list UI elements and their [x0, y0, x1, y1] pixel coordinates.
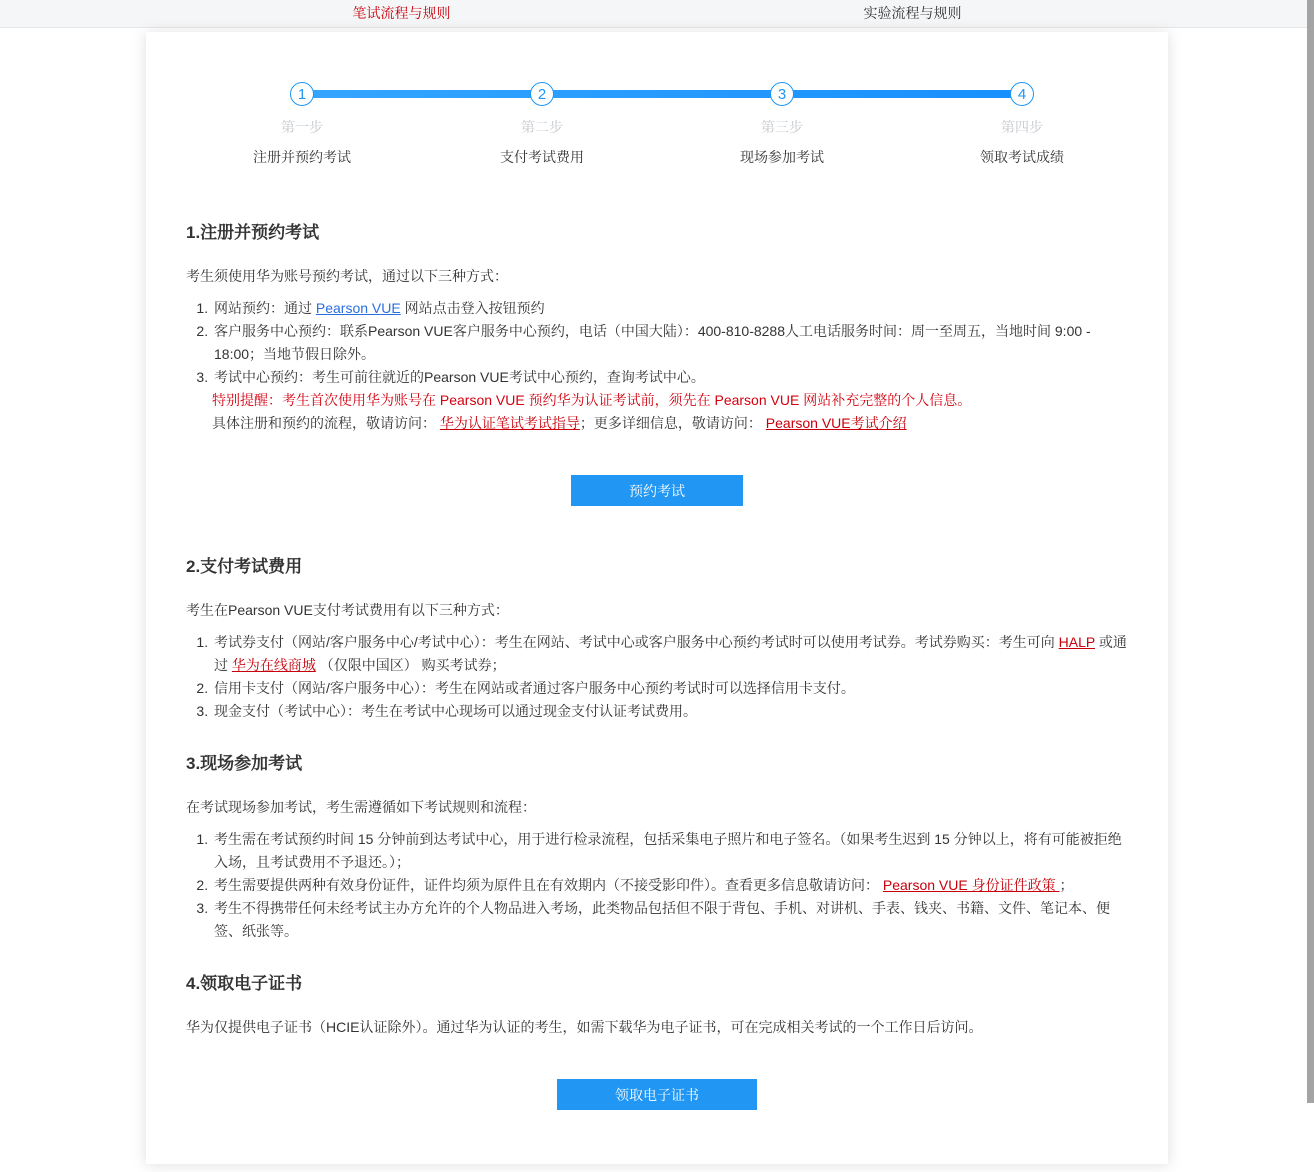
section-attend-exam-onsite	[146, 749, 1168, 943]
list-item: 3. 现金支付（考试中心）：考生在考试中心现场可以通过现金支付认证考试费用。	[212, 700, 1128, 723]
list-item: 2. 考生需要提供两种有效身份证件，证件均须为原件且在有效期内（不接受影印件）。查看更多信息敬请访问： Pearson VUE 身份证件政策 ；	[212, 874, 1128, 897]
exam-process-stepper	[146, 32, 1168, 172]
list-item: 1. 考试券支付（网站/客户服务中心/考试中心）：考生在网站、考试中心或客户服务中心预约考试时可以使用考试券。考试券购买：考生可向 HALP 或通过 华为在线商城 （仅限中国区） 购买考试券；	[212, 631, 1128, 677]
section-1-title: 1.注册并预约考试	[186, 218, 1128, 243]
stepper-row	[182, 82, 1142, 167]
section-register-and-book	[146, 218, 1168, 506]
step-4-title: 领取考试成绩	[980, 147, 1064, 167]
step-3-circle: 3	[770, 82, 794, 106]
step-4-circle: 4	[1010, 82, 1034, 106]
content-card	[146, 32, 1168, 1164]
list-item: 2. 信用卡支付（网站/客户服务中心）：考生在网站或者通过客户服务中心预约考试时可以选择信用卡支付。	[212, 677, 1128, 700]
top-tab-bar	[0, 0, 1314, 28]
section-3-list	[186, 828, 1128, 943]
pearson-vue-intro-link[interactable]: Pearson VUE考试介绍	[766, 415, 907, 431]
section-3-intro: 在考试现场参加考试，考生需遵循如下考试规则和流程：	[186, 796, 1128, 819]
section-4-intro: 华为仅提供电子证书（HCIE认证除外）。通过华为认证的考生，如需下载华为电子证书，可在完成相关考试的一个工作日后访问。	[186, 1016, 1128, 1039]
scrollbar[interactable]	[1307, 0, 1314, 1103]
section-2-list	[186, 631, 1128, 723]
step-3-title: 现场参加考试	[740, 147, 824, 167]
section-pay-exam-fee	[146, 552, 1168, 723]
book-exam-button[interactable]: 预约考试	[571, 475, 743, 506]
step-1-title: 注册并预约考试	[253, 147, 351, 167]
section-2-title: 2.支付考试费用	[186, 552, 1128, 577]
list-item: 1. 考生需在考试预约时间 15 分钟前到达考试中心，用于进行检录流程，包括采集电子照片和电子签名。（如果考生迟到 15 分钟以上，将有可能被拒绝入场，且考试费用不予退还。）；	[212, 828, 1128, 874]
step-4	[902, 82, 1142, 167]
section-1-intro: 考生须使用华为账号预约考试，通过以下三种方式：	[186, 265, 1128, 288]
tab-written-exam-rules[interactable]: 笔试流程与规则	[146, 0, 657, 27]
step-2	[422, 82, 662, 167]
get-certificate-button[interactable]: 领取电子证书	[557, 1079, 757, 1110]
list-item: 3. 考试中心预约：考生可前往就近的Pearson VUE考试中心预约，查询考试中心。	[212, 366, 1128, 389]
section-3-title: 3.现场参加考试	[186, 749, 1128, 774]
section-2-intro: 考生在Pearson VUE支付考试费用有以下三种方式：	[186, 599, 1128, 622]
step-2-title: 支付考试费用	[500, 147, 584, 167]
step-1-label: 第一步	[281, 117, 323, 137]
section-4-title: 4.领取电子证书	[186, 969, 1128, 994]
halp-link[interactable]: HALP	[1059, 634, 1095, 650]
huawei-online-store-link[interactable]: 华为在线商城	[232, 657, 316, 673]
list-item: 2. 客户服务中心预约：联系Pearson VUE客户服务中心预约，电话（中国大陆）：400-810-8288人工电话服务时间：周一至周五，当地时间 9:00 - 18:00；当地节假日除外。	[212, 320, 1128, 366]
list-item: 1. 网站预约：通过 Pearson VUE 网站点击登入按钮预约	[212, 297, 1128, 320]
step-1	[182, 82, 422, 167]
step-1-circle: 1	[290, 82, 314, 106]
written-exam-guide-link[interactable]: 华为认证笔试考试指导	[440, 415, 580, 431]
list-item: 3. 考生不得携带任何未经考试主办方允许的个人物品进入考场，此类物品包括但不限于背包、手机、对讲机、手表、钱夹、书籍、文件、笔记本、便签、纸张等。	[212, 897, 1128, 943]
section-1-list	[186, 297, 1128, 389]
section-get-e-certificate	[146, 969, 1168, 1110]
pearson-vue-link[interactable]: Pearson VUE	[316, 300, 401, 316]
step-3	[662, 82, 902, 167]
step-4-label: 第四步	[1001, 117, 1043, 137]
tab-lab-exam-rules[interactable]: 实验流程与规则	[657, 0, 1168, 27]
step-3-label: 第三步	[761, 117, 803, 137]
id-policy-link[interactable]: Pearson VUE 身份证件政策	[883, 877, 1060, 893]
register-guide-links-line: 具体注册和预约的流程，敬请访问： 华为认证笔试考试指导；更多详细信息，敬请访问： Pearson VUE考试介绍	[212, 412, 1128, 435]
top-tab-bar-inner	[146, 0, 1168, 27]
step-2-circle: 2	[530, 82, 554, 106]
step-2-label: 第二步	[521, 117, 563, 137]
special-reminder-text: 特别提醒：考生首次使用华为账号在 Pearson VUE 预约华为认证考试前，须先在 Pearson VUE 网站补充完整的个人信息。	[212, 389, 1128, 412]
